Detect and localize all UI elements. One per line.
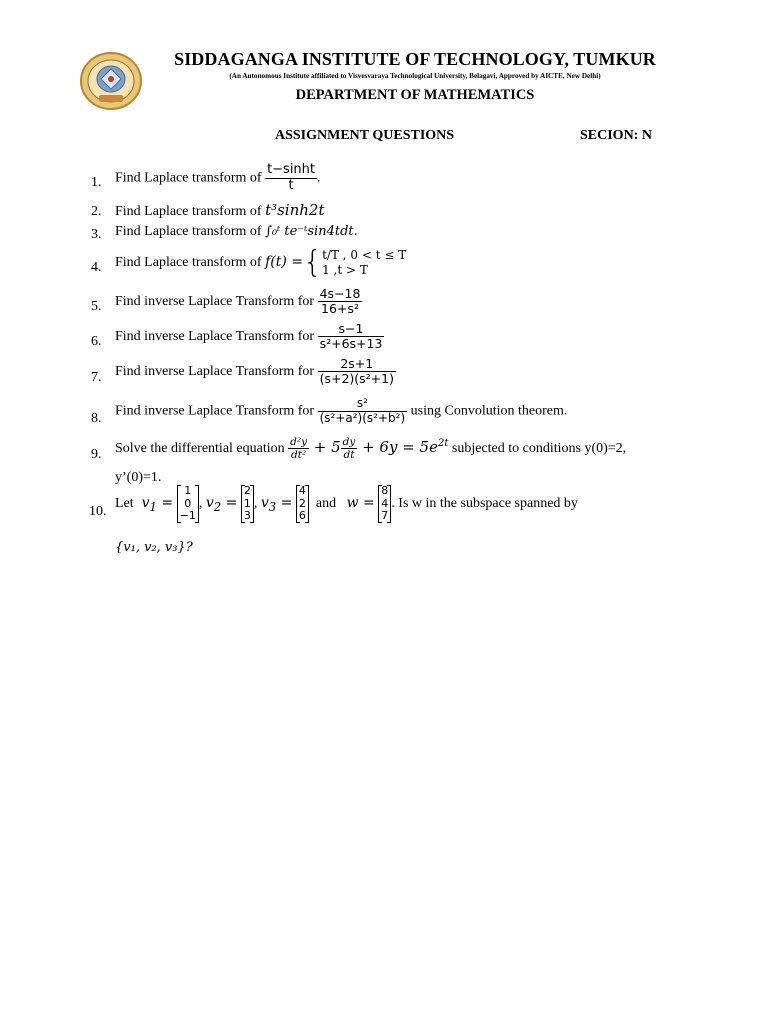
math-expression: t³sinh2t (265, 201, 325, 219)
department-name: DEPARTMENT OF MATHEMATICS (295, 87, 535, 103)
vector-v2 (241, 485, 254, 523)
question-10: Let $v_1$ = 1 0 −1 , $v_2$ = 2 1 3 , $v_3$ = 4 2 6 and w = 8 4 7 . Is w in the subspace spanned by (115, 484, 578, 522)
vector-entry: −1 (179, 509, 196, 522)
vector-entry: 0 (184, 496, 192, 510)
question-number: 1. (91, 175, 102, 190)
math-term: + $6y = 5e^{2t}$ (357, 437, 449, 456)
vector-entry: 7 (381, 509, 389, 522)
vector-entry: 6 (298, 509, 306, 522)
numerator: s² (318, 397, 408, 412)
question-number: 2. (91, 204, 102, 219)
vector-entry: 1 (184, 484, 192, 497)
question-10-continued: {v₁, v₂, v₃}? (115, 540, 193, 555)
vector-entry: 1 (243, 496, 251, 510)
denominator: (s²+a²)(s²+b²) (319, 410, 406, 425)
math-term: $v_3$ = (260, 494, 293, 514)
question-text: Find Laplace transform of (115, 255, 262, 271)
vector-entry: 2 (243, 484, 251, 497)
question-tail: using Convolution theorem. (410, 403, 568, 419)
section-label: SECION: N (580, 128, 652, 143)
denominator: t (288, 177, 294, 193)
denominator: 16+s² (321, 301, 359, 317)
question-text: Let (115, 495, 134, 511)
vector-v1 (177, 485, 199, 523)
question-text: Find Laplace transform of (115, 224, 262, 239)
fraction (265, 163, 317, 194)
derivative-fraction (288, 436, 309, 461)
question-number: 3. (91, 227, 102, 242)
denominator: dt (343, 449, 355, 462)
numerator: d²y (290, 436, 308, 448)
question-number: 10. (89, 504, 107, 519)
numerator: dy (342, 436, 356, 448)
vector-entry: 4 (298, 484, 306, 497)
case-2: 1 ,t > T (322, 263, 368, 277)
question-9 (115, 436, 626, 461)
fraction (318, 322, 385, 352)
question-number: 9. (91, 447, 102, 462)
fraction (318, 287, 363, 317)
question-8 (115, 397, 567, 426)
question-number: 7. (91, 370, 102, 385)
numerator: t−sinht (267, 162, 316, 177)
math-term: $v_1$ = (137, 494, 174, 514)
question-7 (115, 357, 396, 387)
math-expression: f(t) = (265, 254, 303, 271)
question-text: Find inverse Laplace Transform for (115, 329, 315, 345)
denominator: (s+2)(s²+1) (319, 371, 394, 387)
question-2 (115, 201, 325, 220)
question-text: Find Laplace transform of (115, 204, 262, 219)
question-tail: subjected to conditions y(0)=2, (451, 440, 627, 456)
vector-entry: 2 (298, 496, 306, 510)
fraction (318, 357, 396, 387)
math-expression: ∫₀ᵗ te⁻ᵗsin4tdt. (265, 224, 358, 239)
vector-entry: 4 (381, 496, 389, 510)
left-brace: { (302, 245, 323, 280)
question-tail: . (317, 170, 321, 186)
math-term: w = (346, 494, 375, 511)
vector-v3 (296, 485, 309, 523)
piecewise-cases (322, 248, 406, 278)
question-number: 5. (91, 299, 102, 314)
question-number: 8. (91, 411, 102, 426)
question-text: Find Laplace transform of (115, 170, 262, 186)
institute-emblem-icon (79, 51, 143, 111)
question-tail: . Is w in the subspace spanned by (391, 495, 578, 511)
denominator: s²+6s+13 (319, 336, 383, 352)
question-text: Find inverse Laplace Transform for (115, 403, 315, 419)
numerator: 2s+1 (318, 357, 396, 372)
question-number: 4. (91, 260, 102, 275)
numerator: s−1 (318, 322, 385, 337)
question-text: Find inverse Laplace Transform for (115, 294, 315, 310)
question-9-continued: y’(0)=1. (115, 470, 162, 485)
vector-w (378, 485, 391, 523)
institute-name: SIDDAGANGA INSTITUTE OF TECHNOLOGY, TUMKUR (174, 49, 656, 69)
math-term: + 5 (309, 437, 341, 456)
question-text: Find inverse Laplace Transform for (115, 364, 315, 380)
question-5 (115, 287, 362, 317)
question-number: 6. (91, 334, 102, 349)
math-term: $v_2$ = (205, 494, 238, 514)
question-4 (115, 245, 407, 280)
institute-affiliation: (An Autonomous Institute affiliated to Visvesvaraya Technological University, Belagavi, Approved by AICTE, New Delhi) (229, 72, 601, 80)
denominator: dt² (291, 449, 307, 462)
question-3 (115, 224, 358, 240)
vector-entry: 3 (243, 509, 251, 522)
question-1 (115, 163, 321, 194)
question-6 (115, 322, 384, 352)
case-1: t/T , 0 < t ≤ T (322, 248, 407, 262)
vector-entry: 8 (381, 484, 389, 497)
fraction (318, 397, 408, 426)
numerator: 4s−18 (319, 286, 361, 301)
assignment-heading: ASSIGNMENT QUESTIONS (275, 128, 455, 143)
derivative-fraction (341, 436, 358, 461)
question-text: Solve the differential equation (115, 440, 285, 456)
